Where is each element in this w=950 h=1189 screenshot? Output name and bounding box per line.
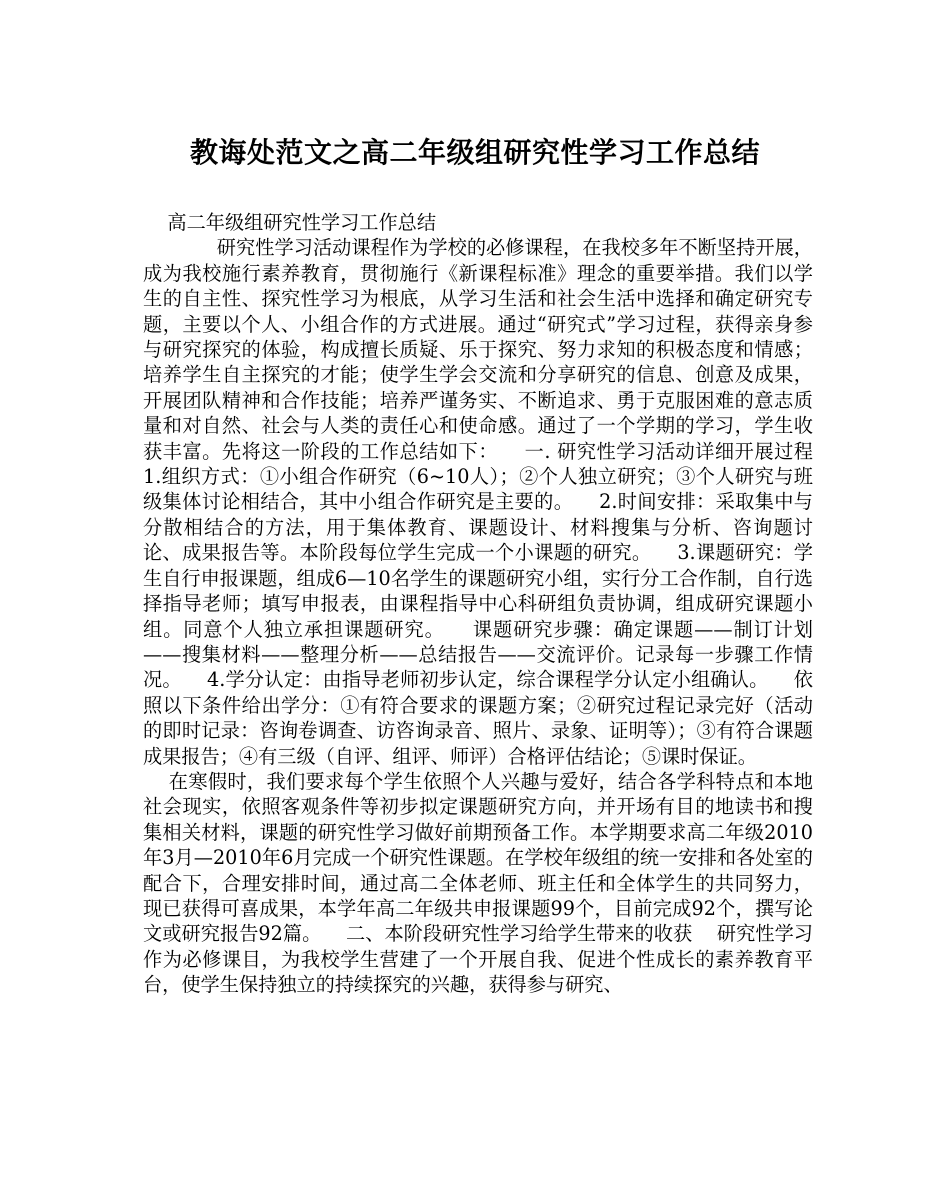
document-title: 教诲处范文之高二年级组研究性学习工作总结: [189, 136, 760, 169]
document-body: 高二年级组研究性学习工作总结 研究性学习活动课程作为学校的必修课程，在我校多年不断坚持开展，成为我校施行素养教育，贯彻施行《新课程标准》理念的重要举措。我们以学生的自主性、探究性学习为根底，从学习生活和社会生活中选择和确定研究专题，主要以个人、小组合作的方式进展。通过“研究式”学习过程，获得亲身参与研究探究的体验，构成擅长质疑、乐于探究、努力求知的积极态度和情感；培养学生自主探究的才能；使学生学会交流和分享研究的信息、创意及成果，开展团队精神和合作技能；培养严谨务实、不断追求、勇于克服困难的意志质量和对自然、社会与人类的责任心和使命感。通过了一个学期的学习，学生收获丰富。先将这一阶段的工作总结如下： 一. 研究性学习活动详细开展过程 1.组织方式：①小组合作研究（6~10人）；②个人独立研究；③个人研究与班级集体讨论相结合，其中小组合作研究是主要的。 2.时间安排：采取集中与分散相结合的方法，用于集体教育、课题设计、材料搜集与分析、咨询题讨论、成果报告等。本阶段每位学生完成一个小课题的研究。 3.课题研究：学生自行申报课题，组成6—10名学生的课题研究小组，实行分工合作制，自行选择指导老师；填写申报表，由课程指导中心科研组负责协调，组成研究课题小组。同意个人独立承担课题研究。 课题研究步骤：确定课题——制订计划——搜集材料——整理分析——总结报告——交流评价。记录每一步骤工作情况。 4.学分认定：由指导老师初步认定，综合课程学分认定小组确认。 依照以下条件给出学分：①有符合要求的课题方案；②研究过程记录完好（活动的即时记录：咨询卷调查、访咨询录音、照片、录象、证明等）；③有符合课题成果报告；④有三级（自评、组评、师评）合格评估结论；⑤课时保证。 在寒假时，我们要求每个学生依照个人兴趣与爱好，结合各学科特点和本地社会现实，依照客观条件等初步拟定课题研究方向，并开场有目的地读书和搜集相关材料，课题的研究性学习做好前期预备工作。本学期要求高二年级2010年3月—2010年6月完成一个研究性课题。在学校年级组的统一安排和各处室的配合下，合理安排时间，通过高二全体老师、班主任和全体学生的共同努力，现已获得可喜成果，本学年高二年级共申报课题99个，目前完成92个，撰写论文或研究报告92篇。 二、本阶段研究性学习给学生带来的收获 研究性学习作为必修课目，为我校学生营建了一个开展自我、促进个性成长的素养教育平台，使学生保持独立的持续探究的兴趣，获得参与研究、: [143, 211, 813, 997]
